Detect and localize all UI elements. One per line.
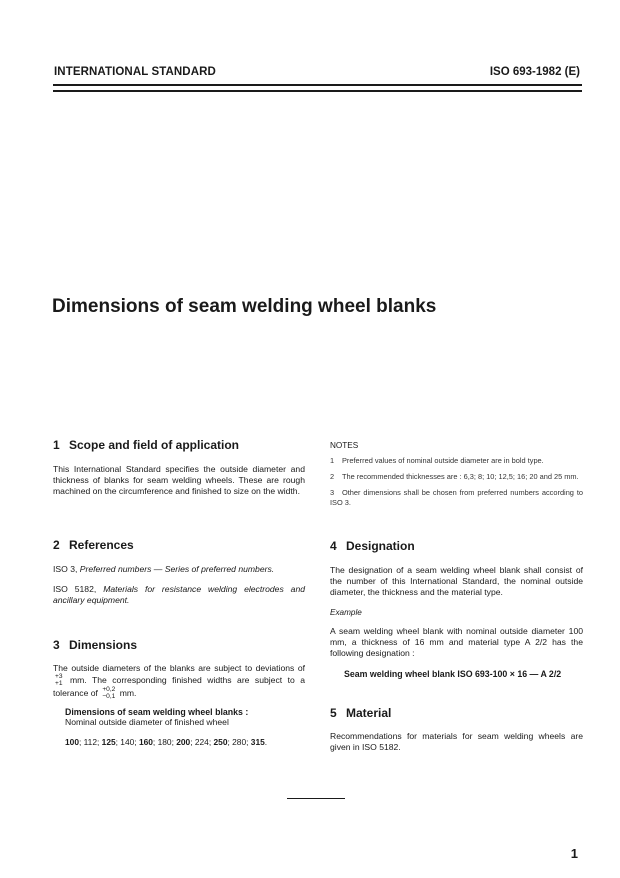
note-item	[330, 472, 583, 482]
diameter-deviation	[55, 674, 63, 687]
deviation-lower: +1	[55, 679, 63, 687]
section-title: Designation	[346, 539, 415, 553]
reference-subtitle: Series of preferred numbers.	[164, 564, 275, 574]
section-title: Scope and field of application	[69, 438, 240, 452]
section-heading	[53, 438, 305, 452]
diameter-value: 280	[232, 736, 247, 747]
section-number: 2	[53, 538, 60, 552]
note-number: 2	[330, 472, 335, 481]
header-standard-label: INTERNATIONAL STANDARD	[54, 66, 216, 78]
section-body: This International Standard specifies the outside diameter and thickness of blanks for seam welding wheels. These are rough machined on the circumference and finished to size on the width.	[53, 464, 305, 497]
note-text: Preferred values of nominal outside diameter are in bold type.	[342, 456, 544, 465]
note-item	[330, 488, 583, 508]
note-number: 3	[330, 488, 335, 497]
dimensions-text-middle: mm. The corresponding finished widths are subject to a tolerance of	[53, 675, 305, 699]
reference-code: ISO 3,	[53, 564, 78, 574]
dimensions-body	[53, 663, 305, 701]
designation-body: The designation of a seam welding wheel blank shall consist of the number of this International Standard, the nominal outside diameter, the thickness and the material type.	[330, 565, 583, 598]
note-text: The recommended thicknesses are : 6,3; 8; 10; 12,5; 16; 20 and 25 mm.	[342, 472, 579, 481]
tolerance-upper: +0,2	[102, 686, 116, 694]
diameter-value: 250	[213, 736, 228, 747]
diameter-value: 315	[250, 736, 265, 747]
section-number: 1	[53, 438, 60, 452]
section-heading	[330, 706, 583, 720]
blank-dimensions-subline: Nominal outside diameter of finished wheel	[65, 716, 229, 727]
diameter-value: 112	[83, 736, 97, 747]
section-scope	[53, 438, 305, 498]
diameter-value: 200	[176, 736, 191, 747]
diameter-value: 100	[65, 736, 79, 747]
note-item	[330, 456, 583, 466]
section-heading	[53, 538, 305, 552]
blank-dimensions-heading: Dimensions of seam welding wheel blanks :	[65, 706, 249, 717]
section-dimensions	[53, 638, 305, 747]
section-designation	[330, 539, 583, 679]
section-title: References	[69, 538, 134, 552]
section-material	[330, 706, 583, 753]
header-rule-bottom	[53, 90, 582, 92]
dimensions-text-start: The outside diameters of the blanks are subject to deviations of	[53, 663, 305, 673]
header-rule-top	[53, 84, 582, 86]
notes-list	[330, 456, 583, 508]
tolerance-lower: −0,1	[102, 692, 116, 700]
dimensions-text-end: mm.	[119, 688, 137, 699]
document-title: Dimensions of seam welding wheel blanks	[52, 296, 437, 317]
reference-title: Materials for resistance welding electrodes and ancillary equipment.	[53, 584, 306, 606]
reference-iso3	[53, 564, 305, 575]
notes-block	[330, 441, 583, 508]
reference-iso5182	[53, 584, 305, 606]
reference-title: Preferred numbers	[79, 564, 152, 574]
example-designation: Seam welding wheel blank ISO 693-100 × 16 — A 2/2	[344, 669, 562, 680]
example-label-text: Example	[330, 607, 362, 617]
footer-rule	[287, 798, 345, 799]
section-heading	[53, 638, 305, 652]
section-references	[53, 538, 305, 607]
reference-dash: —	[153, 564, 163, 574]
diameter-value: 140	[120, 736, 135, 747]
reference-code: ISO 5182,	[53, 584, 97, 595]
deviation-upper: +3	[55, 673, 63, 681]
note-number: 1	[330, 456, 335, 465]
diameter-value: 180	[157, 736, 172, 747]
width-tolerance	[102, 687, 115, 700]
page-number: 1	[570, 846, 578, 861]
notes-title: NOTES	[330, 441, 359, 450]
section-title: Dimensions	[69, 638, 138, 652]
diameter-value: 224	[194, 736, 209, 747]
blank-dimensions-block	[53, 707, 305, 747]
diameter-value: 160	[138, 736, 153, 747]
example-label	[330, 607, 583, 618]
section-heading	[330, 539, 583, 553]
section-number: 4	[330, 539, 337, 553]
header-document-number: ISO 693-1982 (E)	[489, 66, 580, 78]
diameter-values-list: 100; 112; 125; 140; 160; 180; 200; 224; 250; 280; 315.	[65, 736, 268, 747]
section-title: Material	[346, 706, 392, 720]
material-body: Recommendations for materials for seam welding wheels are given in ISO 5182.	[330, 731, 583, 753]
diameter-value: 125	[101, 736, 116, 747]
example-body: A seam welding wheel blank with nominal outside diameter 100 mm, a thickness of 16 mm and material type A 2/2 has the following designation :	[330, 625, 583, 659]
section-number: 5	[330, 706, 337, 720]
section-number: 3	[53, 638, 60, 652]
note-text: Other dimensions shall be chosen from preferred numbers according to ISO 3.	[330, 488, 583, 507]
